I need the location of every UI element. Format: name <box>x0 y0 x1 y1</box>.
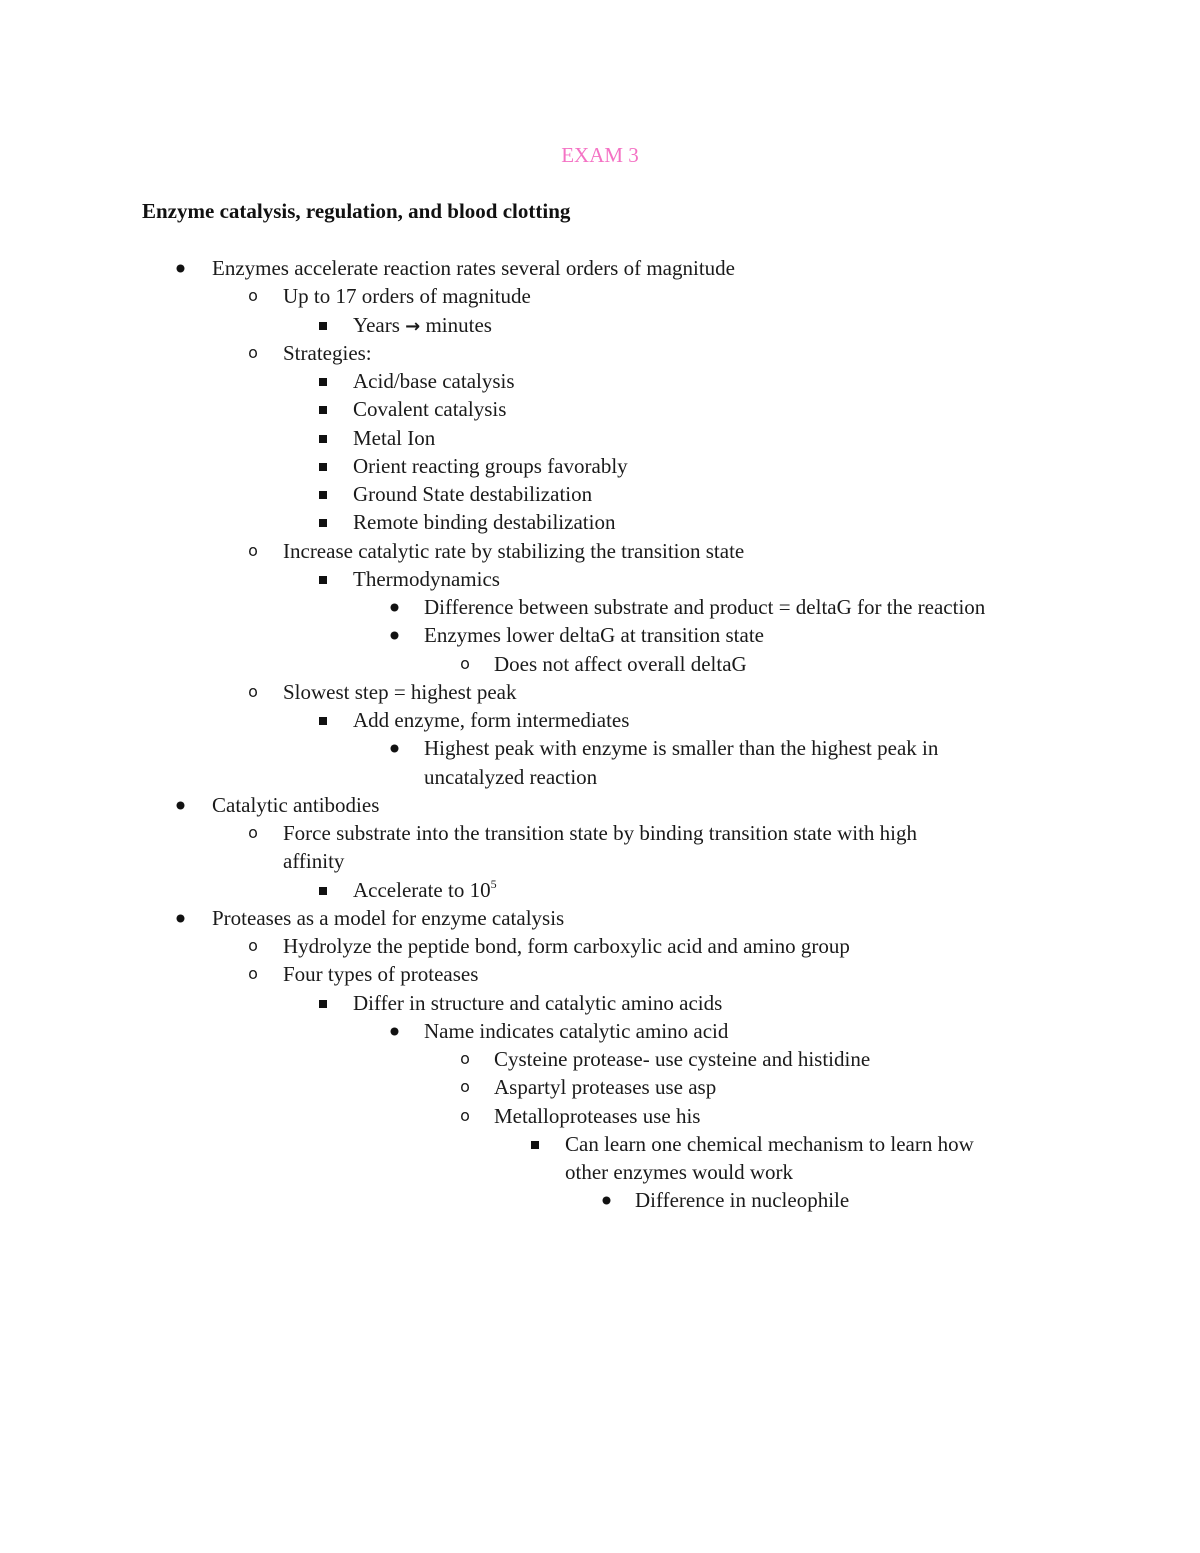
list-item <box>0 480 1200 508</box>
square-bullet-icon <box>311 508 335 516</box>
list-item <box>0 537 1200 565</box>
list-item <box>0 565 1200 593</box>
list-item <box>0 1073 1200 1101</box>
hollow-bullet-icon: o <box>248 342 258 362</box>
list-item <box>0 621 1200 649</box>
list-item-text: Hydrolyze the peptide bond, form carboxylic acid and amino group <box>283 934 850 958</box>
list-item <box>0 424 1200 452</box>
list-item-text: Acid/base catalysis <box>353 369 515 393</box>
list-item <box>0 1186 1200 1214</box>
hollow-bullet-icon: o <box>248 540 258 560</box>
section-heading: Enzyme catalysis, regulation, and blood clotting <box>142 199 571 223</box>
list-item-continuation <box>0 763 1200 791</box>
list-item-text: Name indicates catalytic amino acid <box>424 1018 729 1043</box>
list-item-text: uncatalyzed reaction <box>424 764 598 789</box>
disc-bullet-icon <box>168 254 192 263</box>
square-bullet-icon <box>311 367 335 375</box>
list-item-text: Difference between substrate and product = deltaG for the reaction <box>424 595 986 619</box>
list-item-text: Enzymes accelerate reaction rates several orders of magnitude <box>212 256 735 280</box>
list-item-text: Differ in structure and catalytic amino acids <box>353 990 723 1015</box>
list-item-continuation <box>0 1158 1200 1186</box>
list-item-text: Covalent catalysis <box>353 397 507 422</box>
list-item <box>0 989 1200 1017</box>
list-item-text: Up to 17 orders of magnitude <box>283 284 531 309</box>
disc-bullet-icon <box>594 1186 618 1195</box>
list-item-text: Years → minutes <box>353 312 492 337</box>
list-item <box>0 1130 1200 1158</box>
list-item-text: Highest peak with enzyme is smaller than the highest peak in <box>424 736 939 761</box>
list-item <box>0 678 1200 706</box>
list-item-text: Strategies: <box>283 340 372 365</box>
square-bullet-icon <box>311 452 335 460</box>
list-item-text: Add enzyme, form intermediates <box>353 708 630 732</box>
list-item-text: Aspartyl proteases use asp <box>494 1075 717 1100</box>
list-item-text: Cysteine protease- use cysteine and histidine <box>494 1047 871 1071</box>
list-item <box>0 734 1200 762</box>
list-item <box>0 367 1200 395</box>
notes-outline <box>0 254 1200 1215</box>
square-bullet-icon <box>311 480 335 488</box>
list-item-text: Slowest step = highest peak <box>283 679 517 704</box>
hollow-bullet-icon: o <box>460 653 470 673</box>
disc-bullet-icon <box>168 904 192 913</box>
list-item-text: Proteases as a model for enzyme catalysis <box>212 905 565 930</box>
list-item-text: Four types of proteases <box>283 962 479 987</box>
disc-bullet-icon <box>382 593 406 602</box>
hollow-bullet-icon: o <box>248 681 258 701</box>
disc-bullet-icon <box>382 1017 406 1026</box>
list-item-text: Does not affect overall deltaG <box>494 651 747 676</box>
list-item-text: Catalytic antibodies <box>212 792 380 817</box>
hollow-bullet-icon: o <box>248 823 258 842</box>
exponent: 5 <box>490 876 497 891</box>
page-title: EXAM 3 <box>561 143 639 167</box>
list-item <box>0 1045 1200 1073</box>
list-item <box>0 1102 1200 1130</box>
list-item <box>0 508 1200 536</box>
list-item <box>0 282 1200 310</box>
list-item <box>0 311 1200 339</box>
hollow-bullet-icon: o <box>460 1077 470 1097</box>
list-item-text: Thermodynamics <box>353 566 500 591</box>
square-bullet-icon <box>311 424 335 432</box>
list-item-text: Orient reacting groups favorably <box>353 453 628 478</box>
list-item-text: Accelerate to $10^5$ <box>353 876 497 902</box>
list-item-text: Ground State destabilization <box>353 482 593 506</box>
hollow-bullet-icon: o <box>460 1049 470 1068</box>
hollow-bullet-icon: o <box>248 936 258 955</box>
square-bullet-icon <box>311 989 335 997</box>
list-item-continuation <box>0 847 1200 875</box>
hollow-bullet-icon: o <box>248 286 258 306</box>
list-item <box>0 1017 1200 1045</box>
square-bullet-icon <box>311 395 335 403</box>
list-item-text: Remote binding destabilization <box>353 510 616 535</box>
list-item-text: Enzymes lower deltaG at transition state <box>424 623 764 648</box>
list-item-text: Difference in nucleophile <box>635 1188 850 1213</box>
list-item <box>0 650 1200 678</box>
list-item-text: Metal Ion <box>353 425 436 450</box>
square-bullet-icon <box>523 1130 547 1138</box>
list-item <box>0 339 1200 367</box>
list-item <box>0 876 1200 904</box>
disc-bullet-icon <box>382 621 406 630</box>
arrow-right-icon: → <box>405 315 421 337</box>
list-item <box>0 593 1200 621</box>
list-item-text: Can learn one chemical mechanism to learn how <box>565 1131 974 1156</box>
list-item <box>0 791 1200 819</box>
list-item-text: Metalloproteases use his <box>494 1103 701 1128</box>
list-item-text: other enzymes would work <box>565 1160 794 1184</box>
hollow-bullet-icon: o <box>248 964 258 984</box>
list-item <box>0 706 1200 734</box>
list-item <box>0 452 1200 480</box>
list-item-text: Force substrate into the transition state by binding transition state with high <box>283 821 917 845</box>
list-item-text: affinity <box>283 849 345 874</box>
square-bullet-icon <box>311 311 335 319</box>
list-item <box>0 960 1200 988</box>
hollow-bullet-icon: o <box>460 1105 470 1125</box>
list-item <box>0 395 1200 423</box>
disc-bullet-icon <box>168 791 192 800</box>
list-item-text: Increase catalytic rate by stabilizing the transition state <box>283 538 745 563</box>
square-bullet-icon <box>311 565 335 573</box>
list-item <box>0 254 1200 282</box>
list-item <box>0 932 1200 960</box>
list-item <box>0 819 1200 847</box>
square-bullet-icon <box>311 876 335 884</box>
disc-bullet-icon <box>382 734 406 743</box>
list-item <box>0 904 1200 932</box>
square-bullet-icon <box>311 706 335 714</box>
